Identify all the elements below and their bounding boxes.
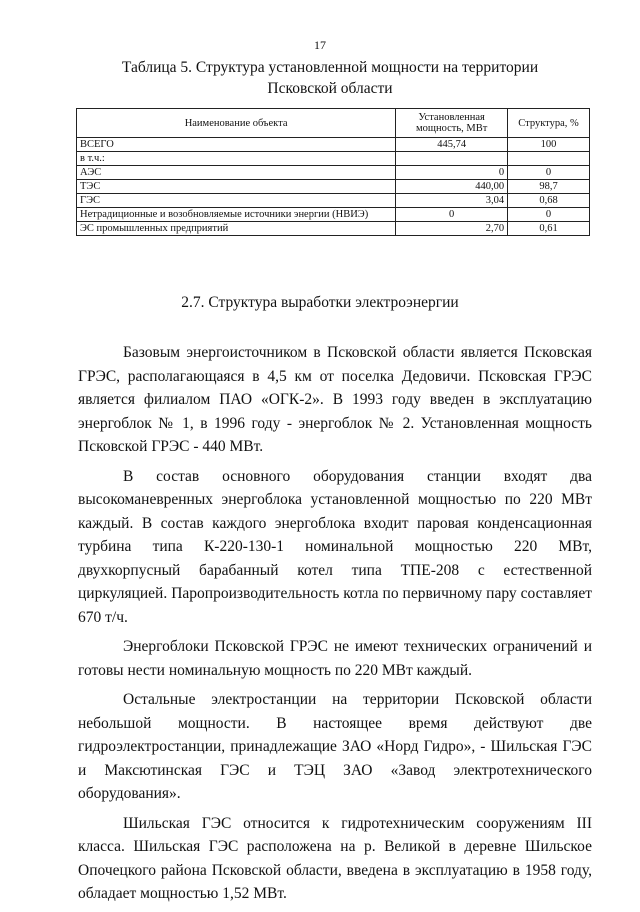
table-row [77,138,590,152]
table-row [77,180,590,194]
table-row [77,208,590,222]
row-structure: 0,61 [508,222,590,236]
header-structure: Структура, % [508,109,590,138]
table-title [60,57,600,99]
row-capacity: 0 [396,208,508,222]
paragraph: Остальные электростанции на территории Псковской области небольшой мощности. В настоящее время действуют две гидроэлектростанции, принадлежащие ЗАО «Норд Гидро», - Шильская ГЭС и Максютинская ГЭС и ТЭЦ ЗАО «Завод электротехнического оборудования». [78,691,592,802]
header-capacity: Установленная мощность, МВт [396,109,508,138]
paragraph: В состав основного оборудования станции входят два высокоманевренных энергоблока установленной мощностью по 220 МВт каждый. В состав каждого энергоблока входит паровая конденсационная турбина типа К-220-130-1 номинальной мощностью 220 МВт, двухкорпусный барабанный котел типа ТПЕ-208 с естественной циркуляцией. Паропроизводительность котла по первичному пару составляет 670 т/ч. [78,467,592,626]
row-structure: 100 [508,138,590,152]
table-header-row [77,109,590,138]
row-capacity [396,152,508,166]
row-label: ГЭС [77,194,396,208]
row-capacity: 440,00 [396,180,508,194]
row-capacity: 0 [396,166,508,180]
row-capacity: 2,70 [396,222,508,236]
table-row [77,152,590,166]
page-number: 17 [314,38,326,52]
row-label: Нетрадиционные и возобновляемые источники энергии (НВИЭ) [77,208,396,222]
paragraph: Шильская ГЭС относится к гидротехническим сооружениям III класса. Шильская ГЭС расположена на р. Великой в деревне Шильское Опочецкого района Псковской области, введена в эксплуатацию в 1958 году, обладает мощностью 1,52 МВт. [78,814,592,902]
paragraph: Базовым энергоисточником в Псковской области является Псковская ГРЭС, располагающаяся в 4,5 км от поселка Дедовичи. Псковская ГРЭС является филиалом ПАО «ОГК-2». В 1993 году введен в эксплуатацию энергоблок № 1, в 1996 году - энергоблок № 2. Установленная мощность Псковской ГРЭС - 440 МВт. [78,344,592,455]
header-object-name: Наименование объекта [77,109,396,138]
table-row [77,222,590,236]
table-row [77,194,590,208]
section-heading: 2.7. Структура выработки электроэнергии [181,294,459,311]
power-capacity-table [76,108,590,236]
row-label: ТЭС [77,180,396,194]
table-title-line2: Псковской области [267,80,393,97]
table-title-line1: Таблица 5. Структура установленной мощности на территории [121,59,539,76]
row-label: ЭС промышленных предприятий [77,222,396,236]
row-structure: 0,68 [508,194,590,208]
table-row [77,166,590,180]
row-capacity: 3,04 [396,194,508,208]
paragraph: Энергоблоки Псковской ГРЭС не имеют технических ограничений и готовы нести номинальную мощность по 220 МВт каждый. [78,638,592,679]
row-capacity: 445,74 [396,138,508,152]
row-structure: 98,7 [508,180,590,194]
row-structure: 0 [508,208,590,222]
row-structure [508,152,590,166]
row-label: в т.ч.: [77,152,396,166]
body-text [78,341,592,912]
row-structure: 0 [508,166,590,180]
row-label: АЭС [77,166,396,180]
row-label: ВСЕГО [77,138,396,152]
